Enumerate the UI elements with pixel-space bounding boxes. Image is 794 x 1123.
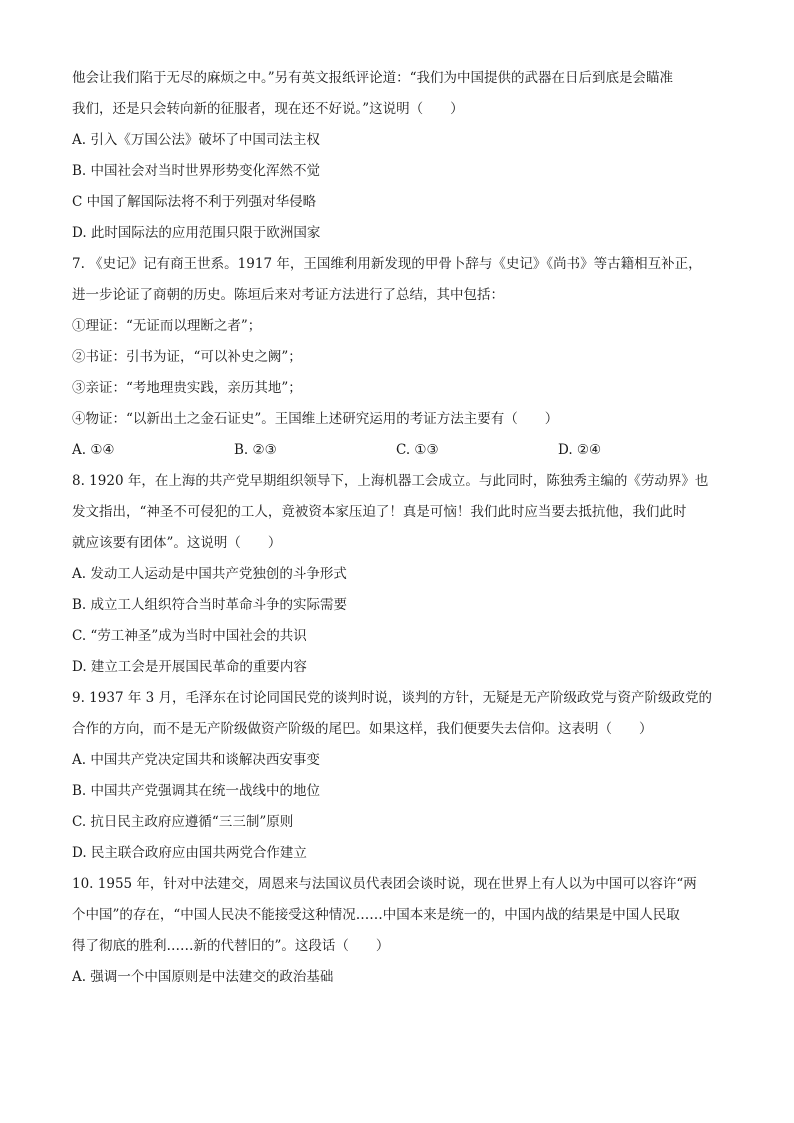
question-9-option-d: D. 民主联合政府应由国共两党合作建立 — [72, 845, 307, 861]
question-9-option-a: A. 中国共产党决定国共和谈解决西安事变 — [72, 752, 320, 768]
question-7-stem-line-2: 进一步论证了商朝的历史。陈垣后来对考证方法进行了总结，其中包括： — [72, 287, 504, 303]
question-8-stem-line-3: 就应该要有团体”。这说明（ ） — [72, 535, 282, 551]
question-8-option-d: D. 建立工会是开展国民革命的重要内容 — [72, 659, 307, 675]
question-9-stem-line-2: 合作的方向，而不是无产阶级做资产阶级的尾巴。如果这样，我们便要失去信仰。这表明（ ） — [72, 721, 653, 737]
question-7-option-d: D. ②④ — [558, 442, 602, 458]
question-6-stem-line-2: 我们，还是只会转向新的征服者，现在还不好说。”这说明（ ） — [72, 101, 464, 117]
question-7-option-a: A. ①④ — [72, 442, 115, 458]
question-6-option-c: C 中国了解国际法将不利于列强对华侵略 — [72, 194, 317, 210]
question-7-item-1: ①理证：“无证而以理断之者”； — [72, 318, 262, 334]
question-7-options — [72, 435, 732, 466]
question-8-stem-line-1: 8. 1920 年，在上海的共产党早期组织领导下，上海机器工会成立。与此同时，陈独秀主编的《劳动界》也 — [72, 473, 709, 489]
question-10-option-a: A. 强调一个中国原则是中法建交的政治基础 — [72, 969, 334, 985]
question-7-item-3: ③亲证：“考地理贵实践，亲历其地”； — [72, 380, 302, 396]
question-7-item-4: ④物证：“以新出土之金石证史”。王国维上述研究运用的考证方法主要有（ ） — [72, 411, 559, 427]
question-9-stem-line-1: 9. 1937 年 3 月，毛泽东在讨论同国民党的谈判时说，谈判的方针，无疑是无产阶级政党与资产阶级政党的 — [72, 690, 712, 706]
question-6-stem-line-1: 他会让我们陷于无尽的麻烦之中。”另有英文报纸评论道：“我们为中国提供的武器在日后到底是会瞄准 — [72, 70, 674, 86]
question-9-option-c: C. 抗日民主政府应遵循“三三制”原则 — [72, 814, 294, 830]
question-6-option-a: A. 引入《万国公法》破坏了中国司法主权 — [72, 132, 320, 148]
question-7-item-2: ②书证：引书为证，“可以补史之阙”； — [72, 349, 302, 365]
question-10-stem-line-3: 得了彻底的胜利……新的代替旧的”。这段话（ ） — [72, 938, 390, 954]
question-7-stem-line-1: 7. 《史记》记有商王世系。1917 年，王国维利用新发现的甲骨卜辞与《史记》《尚书》等古籍相互补正， — [72, 256, 702, 272]
question-8-option-a: A. 发动工人运动是中国共产党独创的斗争形式 — [72, 566, 347, 582]
document-page — [72, 63, 732, 993]
question-10-stem-line-2: 个中国”的存在，“中国人民决不能接受这种情况……中国本来是统一的，中国内战的结果是中国人民取 — [72, 907, 680, 923]
question-9-option-b: B. 中国共产党强调其在统一战线中的地位 — [72, 783, 321, 799]
question-7-option-b: B. ②③ — [234, 442, 277, 458]
question-6-option-d: D. 此时国际法的应用范围只限于欧洲国家 — [72, 225, 321, 241]
question-8-option-b: B. 成立工人组织符合当时革命斗争的实际需要 — [72, 597, 348, 613]
question-8-stem-line-2: 发文指出，“神圣不可侵犯的工人，竟被资本家压迫了！真是可恼！我们此时应当要去抵抗他，我们此时 — [72, 504, 687, 520]
question-8-option-c: C. “劳工神圣”成为当时中国社会的共识 — [72, 628, 307, 644]
question-10-stem-line-1: 10. 1955 年，针对中法建交，周恩来与法国议员代表团会谈时说，现在世界上有人以为中国可以容许“两 — [72, 876, 697, 892]
question-6-option-b: B. 中国社会对当时世界形势变化浑然不觉 — [72, 163, 321, 179]
question-7-option-c: C. ①③ — [396, 442, 439, 458]
